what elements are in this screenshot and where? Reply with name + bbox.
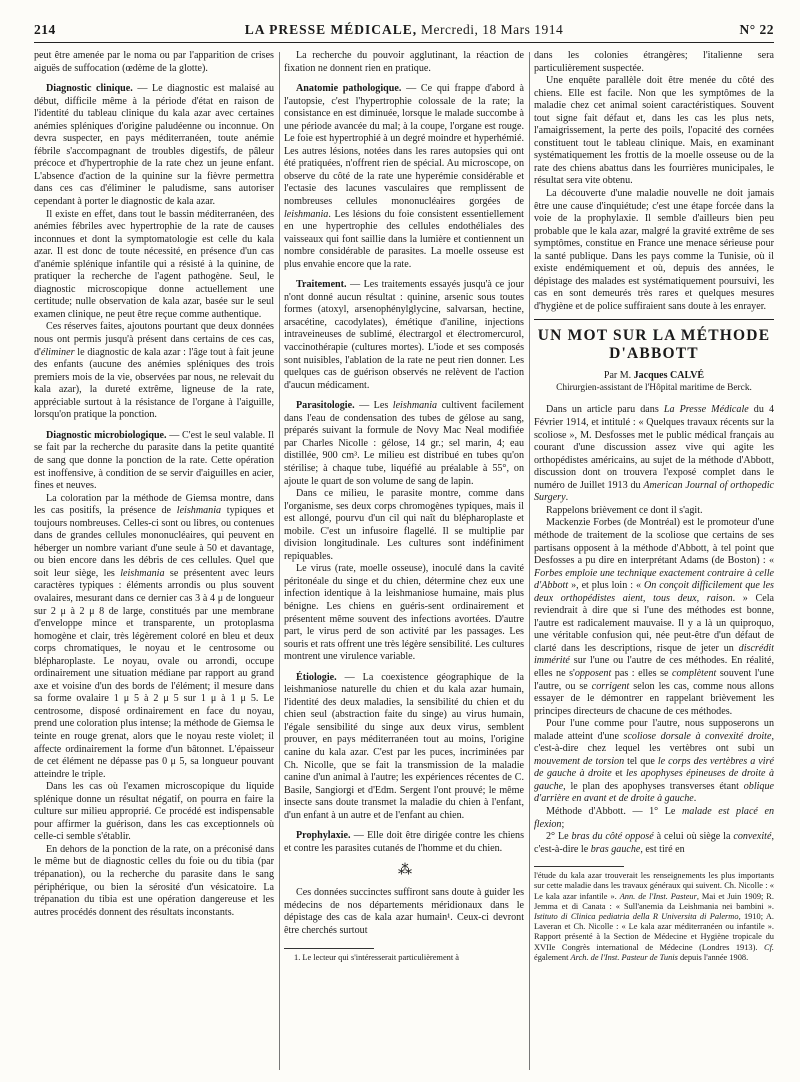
paragraph: peut être amenée par le noma ou par l'apparition de crises aiguës de suffocation (œdème de la glotte). xyxy=(34,50,274,74)
running-header xyxy=(34,20,774,43)
column-divider xyxy=(529,52,530,1070)
page-number: 214 xyxy=(34,22,56,37)
column-right xyxy=(534,50,774,1070)
paragraph-etiologie: Étiologie. — La coexistence géographique de la leishmaniose naturelle du chien et du kala azar humain, l'identité des deux maladies, la sensibilité du chien et du chien seul (abstraction faite du singe) au virus humain, l'égale sensibilité du singe aux deux virus, semblent prouver, en pays méditerranéen tout au moins, l'origine canine du kala azar. C'est par les puces, incriminées par Ch. Nicolle, que se fait la transmission de la maladie canine d'un animal à l'autre; les expériences récentes de C. Basile, Sangiorgi et d'Edm. Sergent l'ont prouvé; le même insecte sans doute transmet la maladie du chien à l'enfant, d'un enfant à un autre et de l'enfant au chien. xyxy=(284,671,524,821)
footnote: 1. Le lecteur qui s'intéresserait particulièrement à xyxy=(294,952,459,962)
paragraph: Le virus (rate, moelle osseuse), inoculé dans la cavité péritonéale du singe et du chien, détermine chez eux une infection identique à la leishmaniose humaine, mais plus bénigne. Les chiens en guéris-sent ordinairement et présentent même souvent des infections avortées. D'autre part, le virus perd de son activité par les passages. Les souris et rats offrent une très légère sensibilité. Les cultures montrent une virulence variable. xyxy=(284,563,524,663)
author-name: Jacques CALVÉ xyxy=(633,370,705,382)
paragraph: Mackenzie Forbes (de Montréal) est le promoteur d'une méthode de traitement de la scoliose que certains de ses partisans opposent à la méthode d'Abbott, à tel point que Desfosses a pu dire en interprétant Adams (de Boston) : « Forbes emploie une technique exactement contraire à celle d'Abbott », et plus loin : « On conçoit difficilement que les deux orthopédistes aient, tous deux, raison. » Cela reviendrait à dire que si l'une des méthodes est bonne, l'autre est radicalement mauvaise. Il y a là un quiproquo, une véritable confusion qui, née peut-être d'un défaut de clarté dans les descriptions, risque de jeter un discrédit immérité sur l'une ou l'autre de ces méthodes. En réalité, elles ne s'opposent pas : elles se complètent souvent l'une l'autre, ou se corrigent selon les cas, comme nous allons essayer de le démontrer en rappelant brièvement les principes directeurs de chacune de ces méthodes. xyxy=(534,517,774,717)
paragraph: Dans ce milieu, le parasite montre, comme dans l'organisme, ses deux corps chromogènes typiques, mais il est allongé, pourvu d'un cil qui naît du blépharoplaste et mobile. C'est un infusoire flagellé. Il se multiplie par division longitudinale. Les cultures sont indéfiniment repiquables. xyxy=(284,488,524,562)
section-heading: Anatomie pathologique. xyxy=(296,83,402,95)
paragraph: Ces réserves faites, ajoutons pourtant que deux données nous ont permis jusqu'à présent dans certains de ces cas, d'éliminer le diagnostic de kala azar : l'âge tout à fait jeune des enfants (aucune des anémies spléniques des trois premiers mois de la vie, observées par nous, ne relevait du kala azar), la dureté extrême, ligneuse de la rate, appréciable surtout à la résistance de l'organe à l'aiguille, lorsqu'on pratique la ponction. xyxy=(34,321,274,421)
paragraph: Rappelons brièvement ce dont il s'agit. xyxy=(546,504,703,516)
paragraph: dans les colonies étrangères; l'italienne sera particulièrement suspectée. xyxy=(534,50,774,74)
issue-number: N° 22 xyxy=(739,22,774,37)
section-heading: Étiologie. xyxy=(296,671,337,683)
paragraph: 2° Le bras du côté opposé à celui où siège la convexité, c'est-à-dire le bras gauche, est tiré en xyxy=(534,831,774,855)
paragraph: La recherche du pouvoir agglutinant, la réaction de fixation ne donnent rien en pratique. xyxy=(284,50,524,74)
footnote-rule xyxy=(534,866,624,867)
paragraph: Ces données succinctes suffiront sans doute à guider les médecins de nos départements méridionaux dans le dépistage des cas de kala azar humain¹. Ceux-ci devront être cherchés surtout xyxy=(284,887,524,936)
article-separator-rule xyxy=(534,319,774,320)
paragraph: Pour l'une comme pour l'autre, nous supposerons un malade atteint d'une scoliose dorsale à convexité droite, c'est-à-dire chez lequel les vertèbres ont subi un mouvement de torsion tel que le corps des vertèbres a viré de gauche à droite et les apophyses épineuses de droite à gauche, le plan des apophyses transverses étant oblique d'arrière en avant et de droite à gauche. xyxy=(534,718,774,805)
section-heading: Traitement. xyxy=(296,279,347,291)
journal-title: LA PRESSE MÉDICALE, xyxy=(244,22,418,37)
column-middle xyxy=(284,50,524,1070)
footnote-continuation: l'étude du kala azar trouverait les renseignements les plus importants sur cette maladie dans les travaux généraux qui suivent. Ch. Nicolle : « Le kala azar infantile ». Ann. de l'Inst. Pasteur, Mai et Juin 1909; R. Jemma et di Canata : « Sull'anemia da Leishmania nei bambini ». Istituto di Clinica pediatria della R Universita di Palermo, 1910; A. Laveran et Ch. Nicolle : « Le kala azar méditerranéen ou infantile ». Rapport présenté à la Section de Médecine et Hygiène tropicale du XVIIe Congrès international de Médecine (Londres 1913). Cf. également Arch. de l'Inst. Pasteur de Tunis depuis l'année 1908. xyxy=(534,871,774,962)
paragraph: La découverte d'une maladie nouvelle ne doit jamais être une cause d'inquiétude; c'est une étape forcée dans la voie de la prophylaxie. Il semble d'ailleurs bien peu probable que le kala azar, malgré la gravité extrême de ses symptômes, constitue en France une menace sérieuse pour la santé publique. Dans les pays comme la Tunisie, où il existe endémiquement et où, depuis des années, le dépistage des malades est systématiquement poursuivi, les cas en sont demeurés très rares et quelques mesures d'hygiène et de police suffiraient sans doute à les enrayer. xyxy=(534,188,774,312)
column-left xyxy=(34,50,274,1070)
section-heading: Parasitologie. xyxy=(296,400,355,412)
paragraph: Une enquête parallèle doit être menée du côté des chiens. Elle est facile. Non que les symptômes de la maladie chez cet animal soient caractéristiques. Souvent tout signe fait défaut et, dans les cas les plus nets, l'amaigrissement, la perte des poils, l'opacité des cornées constituent tout le tableau clinique. Mais, en examinant systématiquement les frottis de la moelle osseuse ou de la rate des chiens abattus dans les fourrières municipales, le résultat sera vite obtenu. xyxy=(534,75,774,187)
footnote-rule xyxy=(284,948,374,949)
paragraph: En dehors de la ponction de la rate, on a préconisé dans le même but de diagnostic celles du foie ou du tibia (par trépanation), ou la recherche du parasite dans le sang périphérique, ou bien la sérosité d'un vésicatoire. La trépanation du tibia est une opération dangereuse et les autres procédés donnent des résultats inconstants. xyxy=(34,843,274,918)
paragraph-methode-abbott: Méthode d'Abbott. — 1° Le malade est placé en flexion; xyxy=(534,805,774,830)
paragraph-diagnostic-clinique: Diagnostic clinique. — Le diagnostic est malaisé au début, difficile même à la période d'état en raison de l'identité du tableau clinique du kala azar avec certaines anémies spléniques d'origine paludéenne ou inconnue. On devra suspecter, en pays méditerranéen, toute anémie fébrile s'accompagnant de troubles digestifs, de pâleur précoce et d'hypertrophie de la rate chez un jeune enfant. L'absence d'action de la quinine sur la fièvre permettra dans ces cas d'éliminer le paludisme, sans autoriser cependant à porter le diagnostic de kala azar. xyxy=(34,83,274,208)
paragraph-parasitologie: Parasitologie. — Les leishmania cultivent facilement dans l'eau de condensation des tubes de gélose au sang, préparés suivant la formule de Novy Mac Neal modifiée par Charles Nicolle : gélose, 14 gr.; sel marin, 4; eau distillée, 900 cm³. Le milieu est distribué en tubes qu'on stérilise; à chaque tube, liquéfié au préalable à 55°, on ajoute le quart de son volume de sang de lapin. xyxy=(284,400,524,487)
section-heading: Prophylaxie. xyxy=(296,830,351,842)
column-divider xyxy=(279,52,280,1070)
issue-date: Mercredi, 18 Mars 1914 xyxy=(421,22,564,37)
journal-masthead xyxy=(34,22,774,38)
section-heading: Diagnostic clinique. xyxy=(46,83,133,95)
paragraph-diagnostic-microbiologique: Diagnostic microbiologique. — C'est le seul valable. Il se fait par la recherche du parasite dans la petite quantité de sang que donne la ponction de la rate. Cette opération est inoffensive, à condition de se servir d'aiguilles en acier, fines et neuves. xyxy=(34,429,274,492)
section-heading: Diagnostic microbiologique. xyxy=(46,429,167,441)
paragraph-prophylaxie: Prophylaxie. — Elle doit être dirigée contre les chiens et contre les parasites cutanés de l'homme et du chien. xyxy=(284,830,524,854)
article-title: UN MOT SUR LA MÉTHODE D'ABBOTT xyxy=(537,327,771,363)
paragraph-traitement: Traitement. — Les traitements essayés jusqu'à ce jour n'ont donné aucun résultat : quinine, arsenic sous toutes formes (atoxyl, arsenophénylglycine, salvarsan, hectine, arsacétine, cacodylates), émétique d'aniline, injections intraveineuses de sublimé, électrargol et électromercurol, vaccinothérapie (cultures mortes). L'iode et ses composés sont nuisibles, l'ablation de la rate ne peut rien donner. Les quelques cas de guérison observés ne relèvent de l'action d'aucun médicament. xyxy=(284,279,524,391)
author-affiliation: Chirurgien-assistant de l'Hôpital maritime de Berck. xyxy=(556,383,752,394)
paragraph-anatomie-pathologique: Anatomie pathologique. — Ce qui frappe d'abord à l'autopsie, c'est l'hypertrophie colossale de la rate; la consistance en est diminuée, lorsque le malade succombe à une période avancée du mal; à la coupe, l'organe est rouge. Le foie est hypertrophié à un degré moindre et hyperhémié. Les autres lésions, notées dans les rares autopsies qui ont été pratiquées, n'offrent rien de spécial. Au microscope, on observe du côté de la rate une hyperémie considérable et l'ectasie des lacunes vasculaires que remplissent de nombreuses cellules mononucléaires gorgées de leishmania. Les lésions du foie consistent essentiellement en une hypertrophie des cellules endothéliales des vaisseaux qui font saillie dans la lumière et contiennent un nombre considérable de parasites. La moelle osseuse est plus envahie encore que la rate. xyxy=(284,83,524,270)
asterism-separator: ⁂ xyxy=(398,863,410,879)
paragraph: Dans les cas où l'examen microscopique du liquide splénique donne un résultat négatif, on pourra en faire la culture sur milieu approprié. Ce procédé est indispensable pour affirmer la guérison, dans les cas exceptionnels où celle-ci semble s'établir. xyxy=(34,781,274,843)
article-byline: Par M. Jacques CALVÉ xyxy=(603,370,705,382)
paragraph: Dans un article paru dans La Presse Médicale du 4 Février 1914, et intitulé : « Quelques travaux récents sur la scoliose », M. Desfosses met le public médical français au courant d'une discussion assez vive qui agite les orthopédistes américains, au sujet de la méthode d'Abbott, discussion dont on trouvera l'exposé complet dans le numéro de Juillet 1913 du American Journal of orthopedic Surgery. xyxy=(534,404,774,504)
paragraph: La coloration par la méthode de Giemsa montre, dans les cas positifs, la présence de leishmania typiques et toujours nombreuses. Celles-ci sont ou libres, ou contenues dans de grandes cellules mononucléaires, qui peuvent en héberger un nombre variant d'une seule à 50 et davantage, ou bien encore dans les débris de ces cellules. Quel que soit leur siège, les leishmania se présentent avec leurs caractères typiques : éléments arrondis ou plus souvent ovalaires, mesurant dans ce dernier cas 3 à 4 μ de longueur sur 2 μ à 2 μ 8 de large, constitués par une membrane d'enveloppe mince et transparente, un protoplasma homogène et clair, très légèrement coloré en bleu et deux corps chromatiques, le noyau et le centrosome ou blépharoplaste. Le noyau, ovale ou arrondi, occupe ordinairement une situation médiane par rapport au grand axe et voisine d'un des bords de l'élément; il mesure dans sa forme ovalaire 1 μ 5 à 2 μ 5 sur 1 μ à 1 μ 5. Le centrosome, disposé ordinairement en face du noyau, prend une coloration plus intense; la méthode de Giemsa le teinte en rouge grenat, alors que le noyau reste violet; il affecte ordinairement la forme d'un bâtonnet. L'épaisseur de cet élément ne dépasse pas 0 μ 5, sa longueur pouvant atteindre le triple. xyxy=(34,492,274,780)
paragraph: Il existe en effet, dans tout le bassin méditerranéen, des anémies fébriles avec hypertrophie de la rate de causes inconnues et dont la symptomatologie est celle du kala azar. Il est donc de toute nécessité, en présence d'un cas d'anémie splénique infantile qui a résisté à la quinine, de pratiquer la recherche de l'agent pathogène. Seul, le diagnostic microscopique donne actuellement une certitude; nulle observation de kala azar, basée sur le seul examen clinique, ne peut être reçue comme authentique. xyxy=(34,208,274,320)
